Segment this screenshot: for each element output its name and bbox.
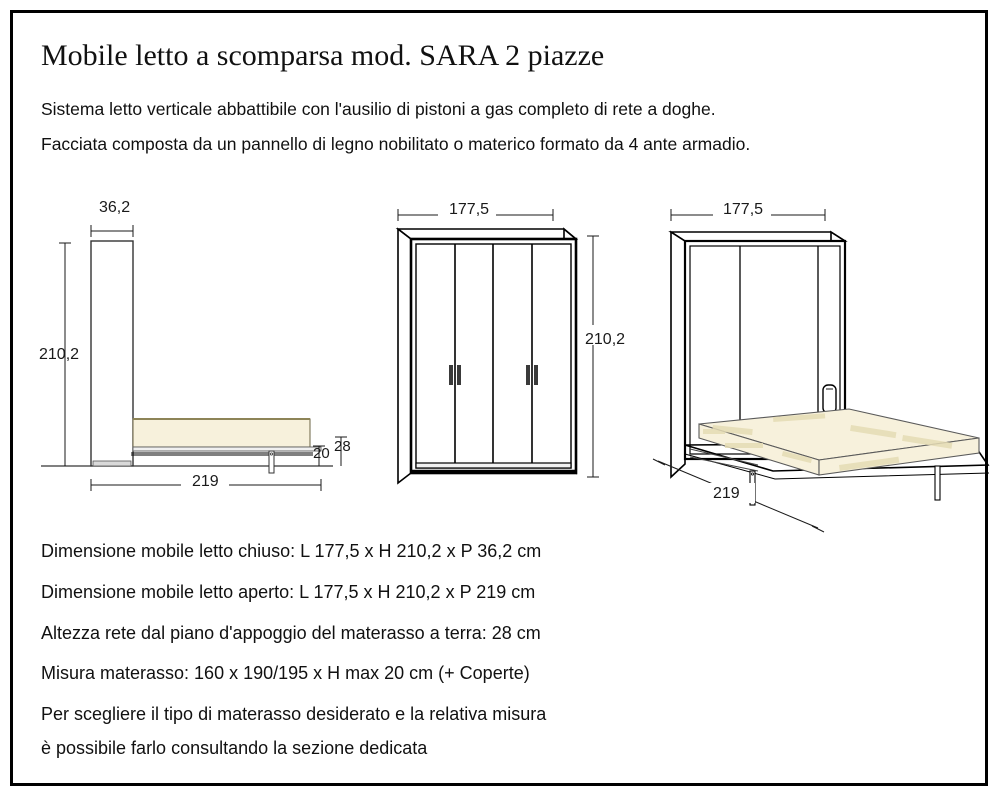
perspective-cabinet-left-panel: [671, 232, 685, 477]
dim-label-side-depth-open: 219: [192, 473, 219, 490]
perspective-view-drawing: [653, 206, 989, 532]
dim-label-perspective-depth: 219: [713, 485, 740, 502]
side-view-dim-depth-closed: [91, 225, 133, 237]
side-view-cabinet-body: [91, 241, 133, 466]
spec-line-2: Dimensione mobile letto aperto: L 177,5 x H 210,2 x P 219 cm: [41, 582, 536, 602]
handle-icon: [457, 365, 461, 385]
bed-leg: [935, 466, 940, 500]
dim-label-front-width: 177,5: [449, 201, 490, 218]
side-view-bed-base: [133, 447, 321, 451]
side-view-cabinet-foot: [93, 461, 131, 466]
dim-label-front-height: 210,2: [585, 331, 626, 348]
perspective-cabinet-top-face: [671, 232, 845, 241]
dim-label-bed-base-height: 28: [334, 438, 351, 455]
front-view-plinth: [416, 463, 571, 468]
dim-label-side-depth-closed: 36,2: [99, 199, 131, 216]
description-line-1: Sistema letto verticale abbattibile con l'ausilio di pistoni a gas completo di rete a doghe.: [41, 99, 716, 119]
spec-line-6: è possibile farlo consultando la sezione dedicata: [41, 738, 428, 758]
spec-line-5: Per scegliere il tipo di materasso desiderato e la relativa misura: [41, 704, 547, 724]
side-view-bed-leg: [269, 451, 274, 473]
spec-line-3: Altezza rete dal piano d'appoggio del materasso a terra: 28 cm: [41, 623, 541, 643]
drawing-sheet: [10, 10, 988, 786]
side-view-drawing: [41, 225, 347, 494]
front-view-left-depth-panel: [398, 229, 411, 483]
spec-line-1: Dimensione mobile letto chiuso: L 177,5 x H 210,2 x P 36,2 cm: [41, 541, 542, 561]
page-title: Mobile letto a scomparsa mod. SARA 2 piazze: [41, 39, 605, 72]
dim-label-side-height: 210,2: [39, 346, 80, 363]
handle-icon: [534, 365, 538, 385]
front-view-dim-height: [587, 236, 599, 477]
side-view-mattress: [133, 419, 310, 447]
front-view-top-panel: [398, 229, 576, 239]
handle-icon: [449, 365, 453, 385]
dim-label-perspective-width: 177,5: [723, 201, 764, 218]
description-line-2: Facciata composta da un pannello di legno nobilitato o materico formato da 4 ante armadio.: [41, 134, 751, 154]
handle-icon: [526, 365, 530, 385]
spec-line-4: Misura materasso: 160 x 190/195 x H max 20 cm (+ Coperte): [41, 663, 530, 683]
dim-label-mattress-height: 20: [313, 445, 330, 462]
